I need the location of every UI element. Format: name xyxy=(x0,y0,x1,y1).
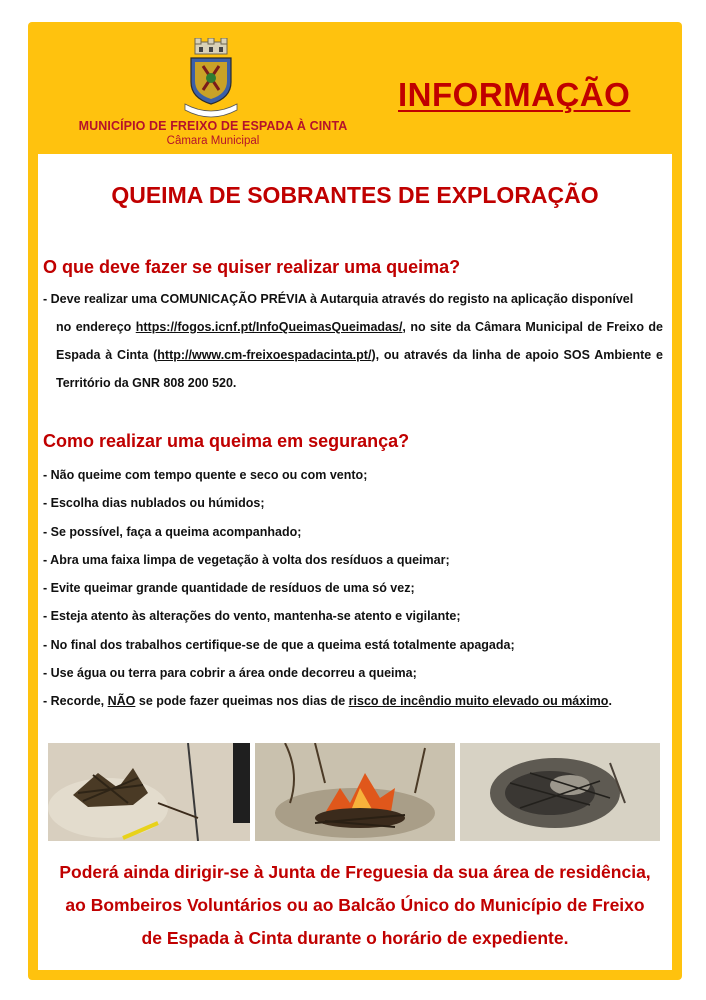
closing-note xyxy=(38,856,672,955)
prior-communication-paragraph xyxy=(43,285,663,397)
warning-risk: risco de incêndio muito elevado ou máximo xyxy=(348,694,609,709)
municipal-crest-logo xyxy=(183,38,239,122)
list-item: - Evite queimar grande quantidade de resíduos de uma só vez; xyxy=(43,581,415,596)
paragraph-continuation xyxy=(43,313,663,397)
paragraph-text: ), ou através da linha de apoio SOS Ambiente e Território da GNR 808 200 520. xyxy=(56,348,663,390)
safety-list xyxy=(43,461,668,716)
list-item-warning xyxy=(43,687,668,715)
photo-extinguished-ashes xyxy=(460,743,660,841)
poster-frame xyxy=(28,22,682,980)
list-item: - Use água ou terra para cobrir a área onde decorreu a queima; xyxy=(43,666,417,681)
closing-line: de Espada à Cinta durante o horário de expediente. xyxy=(141,928,569,948)
section-heading-what-to-do: O que deve fazer se quiser realizar uma queima? xyxy=(43,257,461,277)
paragraph-text: , no site da Câmara Municipal de Freixo de Espada à Cinta ( xyxy=(56,320,663,362)
list-item: - Abra uma faixa limpa de vegetação à volta dos resíduos a queimar; xyxy=(43,552,450,567)
section-heading-safety: Como realizar uma queima em segurança? xyxy=(43,431,410,451)
closing-line: ao Bombeiros Voluntários ou ao Balcão Único do Município de Freixo xyxy=(65,895,645,915)
photo-fire-burning xyxy=(255,743,455,841)
closing-line: Poderá ainda dirigir-se à Junta de Freguesia da sua área de residência, xyxy=(59,862,651,882)
warning-text: se pode fazer queimas nos dias de xyxy=(135,694,349,709)
warning-nao: NÃO xyxy=(107,694,136,709)
information-badge: INFORMAÇÃO xyxy=(398,76,631,113)
list-item: - Se possível, faça a queima acompanhado; xyxy=(43,524,302,539)
paragraph-line-1: - Deve realizar uma COMUNICAÇÃO PRÉVIA à Autarquia através do registo na aplicação disponível xyxy=(43,292,634,306)
content-panel xyxy=(38,154,672,970)
warning-text: - Recorde, xyxy=(43,694,108,709)
municipal-site-link[interactable]: http://www.cm-freixoespadacinta.pt/ xyxy=(157,348,372,362)
photo-strip xyxy=(48,743,660,841)
header xyxy=(28,22,682,154)
photo-debris-pile xyxy=(48,743,250,841)
list-item: - No final dos trabalhos certifique-se de que a queima está totalmente apagada; xyxy=(43,637,515,652)
list-item: - Não queime com tempo quente e seco ou com vento; xyxy=(43,468,368,482)
list-item: - Escolha dias nublados ou húmidos; xyxy=(43,496,265,511)
council-name: Câmara Municipal xyxy=(166,135,260,147)
list-item: - Esteja atento às alterações do vento, mantenha-se atento e vigilante; xyxy=(43,609,461,624)
page-title: QUEIMA DE SOBRANTES DE EXPLORAÇÃO xyxy=(111,182,599,208)
municipality-name: MUNICÍPIO DE FREIXO DE ESPADA À CINTA xyxy=(78,119,348,133)
warning-text: . xyxy=(608,694,612,709)
paragraph-text: no endereço xyxy=(56,320,136,334)
icnf-link[interactable]: https://fogos.icnf.pt/InfoQueimasQueimadas/ xyxy=(135,320,403,334)
